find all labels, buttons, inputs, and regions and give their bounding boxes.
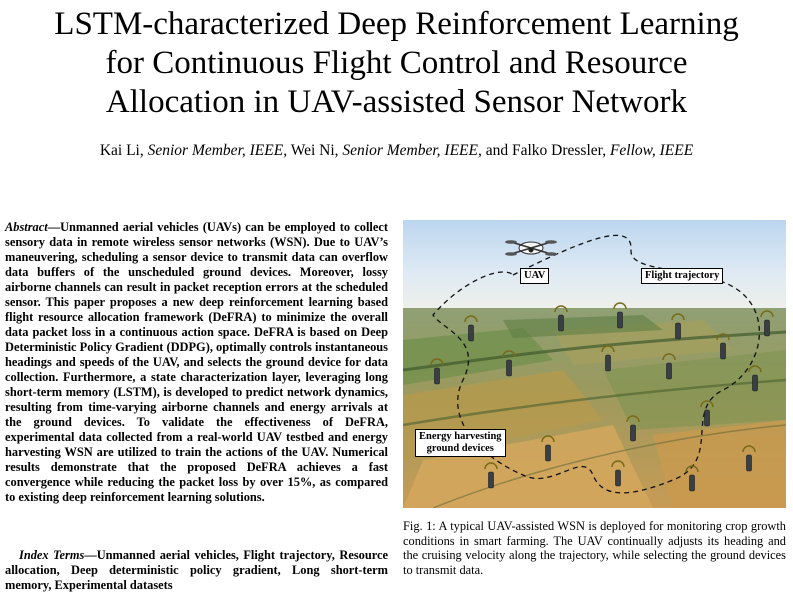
figure-caption: Fig. 1: A typical UAV-assisted WSN is deployed for monitoring crop growth conditions in smart farming. The UAV continually adjusts its heading and the cruising velocity along the trajectory, while selecting the ground devices to transmit data.	[403, 519, 786, 577]
farmland-illustration	[403, 220, 786, 508]
figure-uav-wsn	[403, 220, 786, 508]
author-1-role: Senior Member, IEEE,	[147, 142, 288, 159]
author-2-role: Senior Member, IEEE,	[342, 142, 482, 159]
author-3-name: and Falko Dressler,	[485, 142, 607, 159]
sky	[403, 220, 786, 310]
title-line-3: Allocation in UAV-assisted Sensor Network	[105, 84, 688, 120]
index-terms-label: Index Terms	[19, 548, 85, 562]
index-terms	[5, 548, 388, 593]
abstract-text: —Unmanned aerial vehicles (UAVs) can be employed to collect sensory data in remote wireless sensor networks (WSN). Due to UAV’s maneuvering, scheduling a sensor device to transmit data can overflow data buffers of the unscheduled ground devices. Moreover, lossy airborne channels can result in packet reception errors at the scheduled sensor. This paper proposes a new deep reinforcement learning based flight resource allocation framework (DeFRA) to minimize the overall data packet loss in a continuous action space. DeFRA is based on Deep Deterministic Policy Gradient (DDPG), optimally controls instantaneous headings and speeds of the UAV, and selects the ground device for data collection. Furthermore, a state characterization layer, leveraging long short-term memory (LSTM), is developed to predict network dynamics, resulting from time-varying airborne channels and energy arrivals at the ground devices. To validate the effectiveness of DeFRA, experimental data collected from a real-world UAV testbed and energy harvesting WSN are utilized to train the actions of the UAV. Numerical results demonstrate that the proposed DeFRA achieves a fast convergence while reducing the packet loss by over 15%, as compared to existing deep reinforcement learning solutions.	[5, 220, 388, 504]
energy-label-line-1: Energy harvesting	[419, 431, 502, 442]
author-list	[0, 142, 793, 160]
author-2-name: Wei Ni,	[290, 142, 339, 159]
uav-label: UAV	[520, 268, 549, 284]
index-terms-text: —Unmanned aerial vehicles, Flight trajectory, Resource allocation, Deep deterministic policy gradient, Long short-term memory, Experimental datasets	[5, 548, 388, 592]
flight-trajectory-label: Flight trajectory	[641, 268, 723, 284]
energy-harvesting-label	[415, 429, 506, 457]
abstract-label: Abstract	[5, 220, 48, 234]
energy-label-line-2: ground devices	[426, 443, 494, 454]
title-line-2: for Continuous Flight Control and Resource	[105, 45, 688, 81]
title-line-1: LSTM-characterized Deep Reinforcement Learning	[54, 6, 739, 42]
author-3-role: Fellow, IEEE	[609, 142, 694, 159]
author-1-name: Kai Li,	[99, 142, 144, 159]
paper-title	[0, 5, 793, 122]
abstract	[5, 220, 388, 505]
